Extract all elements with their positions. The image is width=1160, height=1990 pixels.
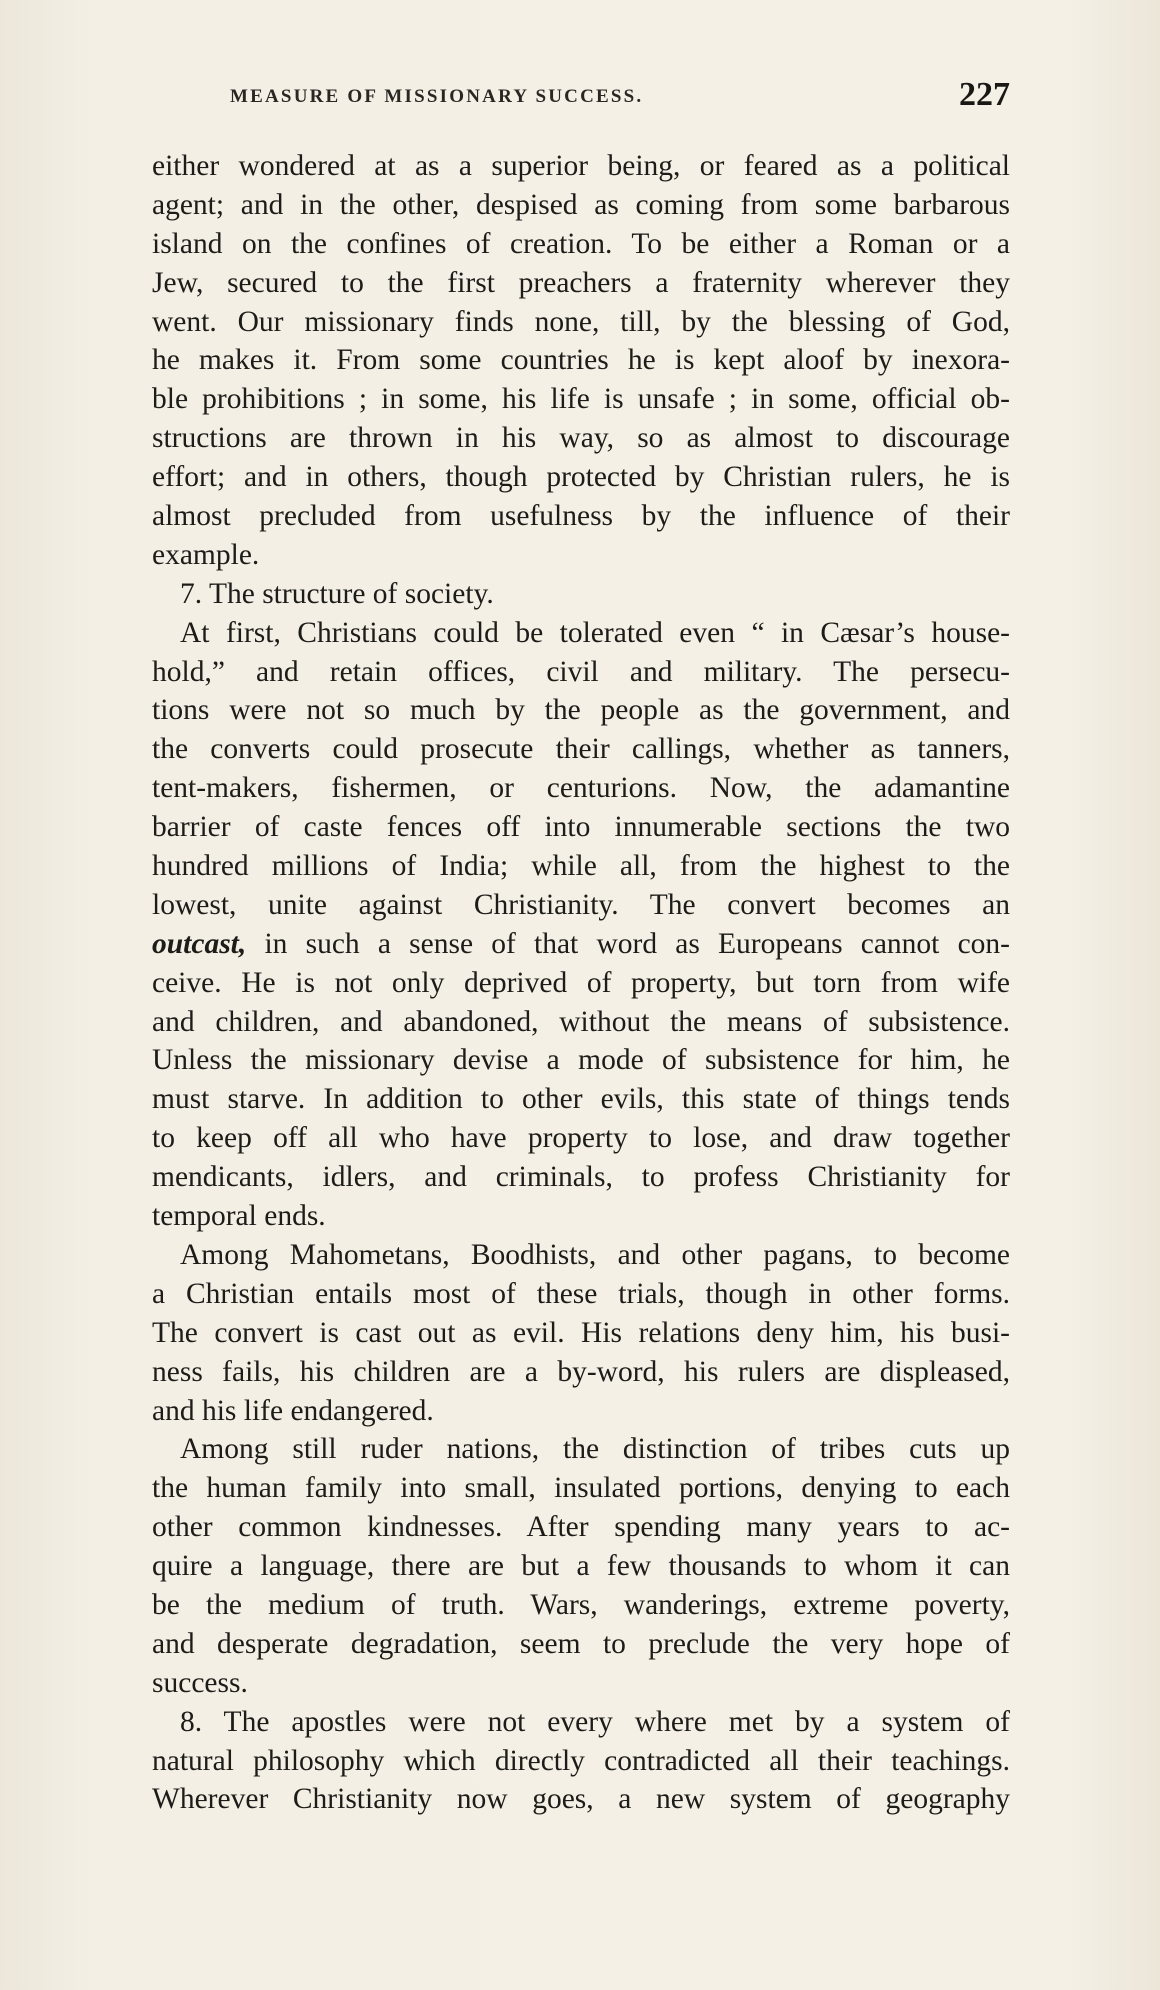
text-line-rest: in such a sense of that word as Europeans cannot con- xyxy=(246,927,1010,960)
text-line: the converts could prosecute their callings, whether as tanners, xyxy=(152,733,1010,766)
text-line: almost precluded from usefulness by the influence of their xyxy=(152,500,1010,533)
body-text xyxy=(152,147,1010,1819)
text-line: lowest, unite against Christianity. The convert becomes an xyxy=(152,888,1010,921)
text-line: and his life endangered. xyxy=(152,1394,434,1427)
text-line: must starve. In addition to other evils, this state of things tends xyxy=(152,1083,1010,1116)
text-line: he makes it. From some countries he is kept aloof by inexora- xyxy=(152,344,1010,377)
text-line: effort; and in others, though protected by Christian rulers, he is xyxy=(152,461,1010,494)
text-line: tent-makers, fishermen, or centurions. Now, the adamantine xyxy=(152,772,1010,805)
text-line: success. xyxy=(152,1666,248,1699)
text-line: other common kindnesses. After spending many years to ac- xyxy=(152,1511,1010,1544)
text-line: structions are thrown in his way, so as almost to discourage xyxy=(152,422,1010,455)
section-heading-7: 7. The structure of society. xyxy=(180,577,494,610)
text-line: hold,” and retain offices, civil and military. The persecu- xyxy=(152,655,1010,688)
text-line: to keep off all who have property to lose, and draw together xyxy=(152,1122,1010,1155)
text-line: Among Mahometans, Boodhists, and other pagans, to become xyxy=(180,1238,1010,1271)
text-line: Unless the missionary devise a mode of subsistence for him, he xyxy=(152,1044,1010,1077)
text-line: temporal ends. xyxy=(152,1200,326,1233)
text-line: Jew, secured to the first preachers a fraternity wherever they xyxy=(152,266,1010,299)
text-line-with-italic xyxy=(152,925,1010,964)
text-line: agent; and in the other, despised as coming from some barbarous xyxy=(152,188,1010,221)
text-line: Among still ruder nations, the distinction of tribes cuts up xyxy=(180,1433,1010,1466)
text-line: be the medium of truth. Wars, wanderings, extreme poverty, xyxy=(152,1588,1010,1621)
text-line: a Christian entails most of these trials, though in other forms. xyxy=(152,1277,1010,1310)
text-line: quire a language, there are but a few thousands to whom it can xyxy=(152,1550,1010,1583)
text-line: mendicants, idlers, and criminals, to profess Christianity for xyxy=(152,1161,1010,1194)
running-head: MEASURE OF MISSIONARY SUCCESS. xyxy=(230,86,644,107)
text-line: At first, Christians could be tolerated even “ in Cæsar’s house- xyxy=(180,616,1010,649)
text-line: ceive. He is not only deprived of property, but torn from wife xyxy=(152,966,1010,999)
text-line: the human family into small, insulated portions, denying to each xyxy=(152,1472,1010,1505)
text-line: ble prohibitions ; in some, his life is unsafe ; in some, official ob- xyxy=(152,383,1010,416)
text-line: either wondered at as a superior being, or feared as a political xyxy=(152,150,1010,182)
text-line: The convert is cast out as evil. His relations deny him, his busi- xyxy=(152,1316,1010,1349)
italic-word: outcast, xyxy=(152,927,247,960)
text-line: barrier of caste fences off into innumerable sections the two xyxy=(152,811,1010,844)
text-line: went. Our missionary finds none, till, by the blessing of God, xyxy=(152,305,1010,338)
text-line: tions were not so much by the people as the government, and xyxy=(152,694,1010,727)
page-number: 227 xyxy=(959,76,1010,113)
text-line: and children, and abandoned, without the means of subsistence. xyxy=(152,1005,1010,1038)
text-line: hundred millions of India; while all, from the highest to the xyxy=(152,850,1010,883)
text-line: Wherever Christianity now goes, a new system of geography xyxy=(152,1783,1010,1816)
text-line: and desperate degradation, seem to preclude the very hope of xyxy=(152,1627,1010,1660)
text-line: island on the confines of creation. To be either a Roman or a xyxy=(152,227,1010,260)
page-header xyxy=(160,76,1020,122)
text-line: ness fails, his children are a by-word, his rulers are displeased, xyxy=(152,1355,1010,1388)
section-heading-8: 8. The apostles were not every where met by a system of xyxy=(180,1705,1010,1738)
text-line: natural philosophy which directly contradicted all their teachings. xyxy=(152,1744,1010,1777)
text-line: example. xyxy=(152,538,260,571)
